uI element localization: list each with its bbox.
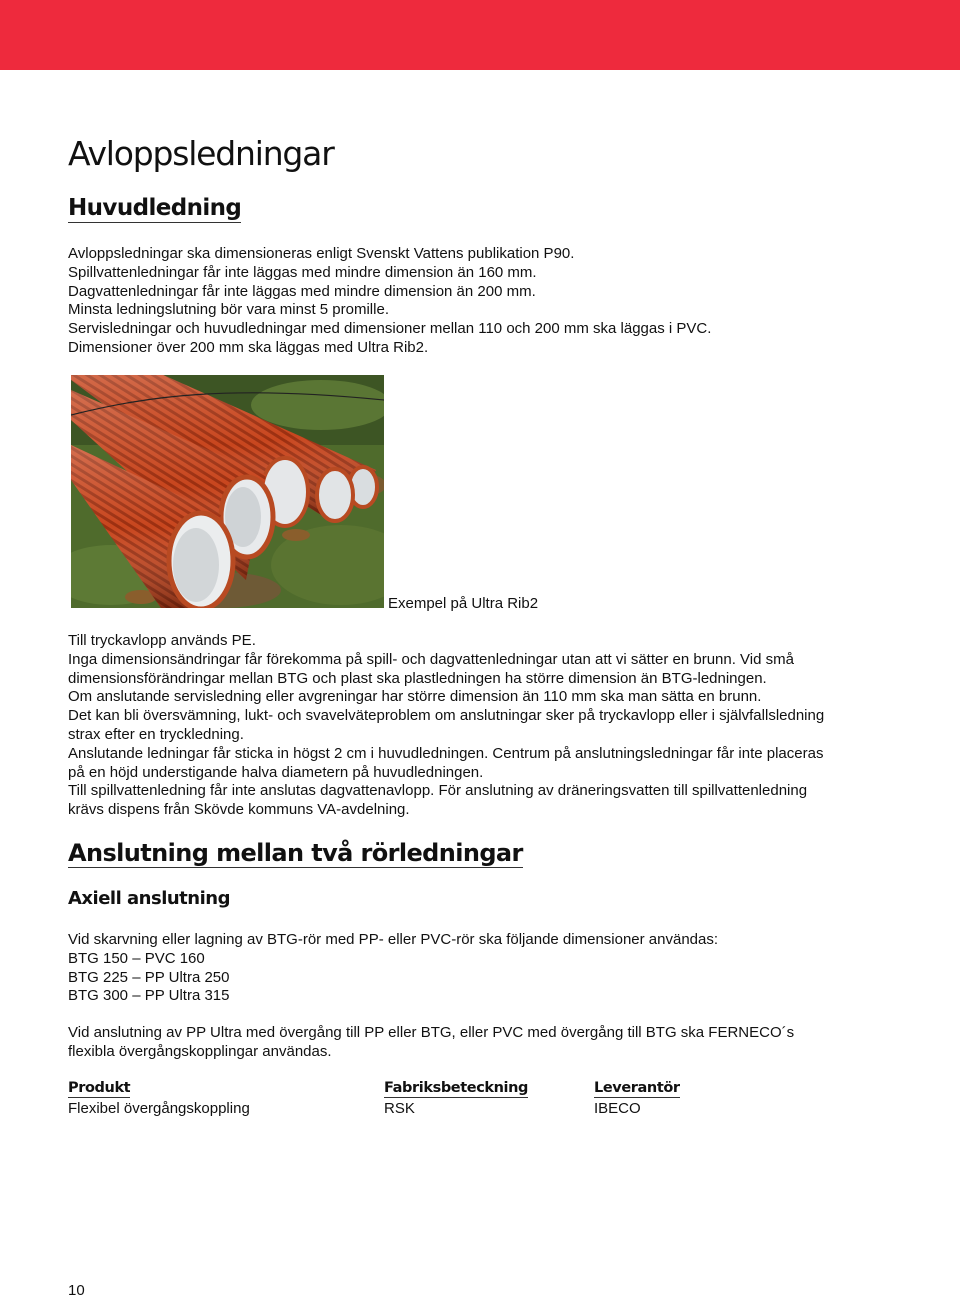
text-line: Dimensioner över 200 mm ska läggas med Ultra Rib2. bbox=[68, 338, 429, 356]
table-cell-leverantor: IBECO bbox=[594, 1100, 641, 1117]
table-cell-fabriksbeteckning: RSK bbox=[384, 1100, 415, 1117]
text-line: Spillvattenledningar får inte läggas med mindre dimension än 160 mm. bbox=[68, 263, 537, 281]
text-line: BTG 300 – PP Ultra 315 bbox=[68, 987, 230, 1005]
text-line: Servisledningar och huvudledningar med dimensioner mellan 110 och 200 mm ska läggas i PVC. bbox=[68, 320, 712, 338]
text-line: Om anslutande servisledning eller avgreningar har större dimension än 110 mm ska man sätta en brunn. bbox=[68, 688, 762, 706]
text-line: BTG 150 – PVC 160 bbox=[68, 949, 205, 967]
text-line: Inga dimensionsändringar får förekomma på spill- och dagvattenledningar utan att vi sätter en brunn. Vid små bbox=[68, 650, 794, 668]
top-color-band bbox=[0, 0, 960, 70]
intro-paragraph bbox=[68, 245, 908, 358]
text-line: flexibla övergångskopplingar användas. bbox=[68, 1042, 332, 1060]
text-line: dimensionsförändringar mellan BTG och plast ska plastledningen ha större dimension än BTG-ledningen. bbox=[68, 669, 767, 687]
text-line: Till spillvattenledning får inte anslutas dagvattenavlopp. För anslutning av dräneringsvatten till spillvattenledning bbox=[68, 782, 808, 800]
text-line: BTG 225 – PP Ultra 250 bbox=[68, 968, 230, 986]
page-title: Avloppsledningar bbox=[68, 134, 334, 173]
page-number: 10 bbox=[68, 1282, 85, 1299]
text-line: Anslutande ledningar får sticka in högst 2 cm i huvudledningen. Centrum på anslutningsledningar får inte placeras bbox=[68, 744, 824, 762]
column-header-fabriksbeteckning: Fabriksbeteckning bbox=[384, 1080, 529, 1096]
section-heading-anslutning: Anslutning mellan två rörledningar bbox=[68, 839, 523, 867]
column-header-produkt: Produkt bbox=[68, 1080, 131, 1096]
dimensions-paragraph bbox=[68, 931, 908, 1006]
body-paragraph bbox=[68, 632, 908, 820]
image-caption: Exempel på Ultra Rib2 bbox=[388, 595, 539, 612]
text-line: på en höjd understigande halva diametern på huvudledningen. bbox=[68, 763, 484, 781]
text-line: Vid skarvning eller lagning av BTG-rör med PP- eller PVC-rör ska följande dimensioner användas: bbox=[68, 931, 719, 948]
text-line: Minsta ledningslutning bör vara minst 5 promille. bbox=[68, 301, 389, 319]
text-line: Det kan bli översvämning, lukt- och svavelväteproblem om anslutningar sker på tryckavlopp eller i självfallsledning bbox=[68, 707, 825, 725]
table-cell-produkt: Flexibel övergångskoppling bbox=[68, 1100, 250, 1117]
column-header-leverantor: Leverantör bbox=[594, 1080, 680, 1096]
section-heading-huvudledning: Huvudledning bbox=[68, 196, 241, 223]
text-line: strax efter en tryckledning. bbox=[68, 725, 244, 743]
subheading-axiell-anslutning: Axiell anslutning bbox=[68, 888, 230, 909]
text-line: Avloppsledningar ska dimensioneras enligt Svenskt Vattens publikation P90. bbox=[68, 245, 575, 262]
text-line: Dagvattenledningar får inte läggas med mindre dimension än 200 mm. bbox=[68, 282, 536, 300]
ultra-rib2-pipes-photo bbox=[71, 375, 384, 608]
text-line: Till tryckavlopp används PE. bbox=[68, 632, 256, 649]
text-line: Vid anslutning av PP Ultra med övergång till PP eller BTG, eller PVC med övergång till BTG ska FERNECO´s bbox=[68, 1024, 795, 1041]
coupling-paragraph bbox=[68, 1024, 908, 1062]
text-line: krävs dispens från Skövde kommuns VA-avdelning. bbox=[68, 801, 410, 819]
